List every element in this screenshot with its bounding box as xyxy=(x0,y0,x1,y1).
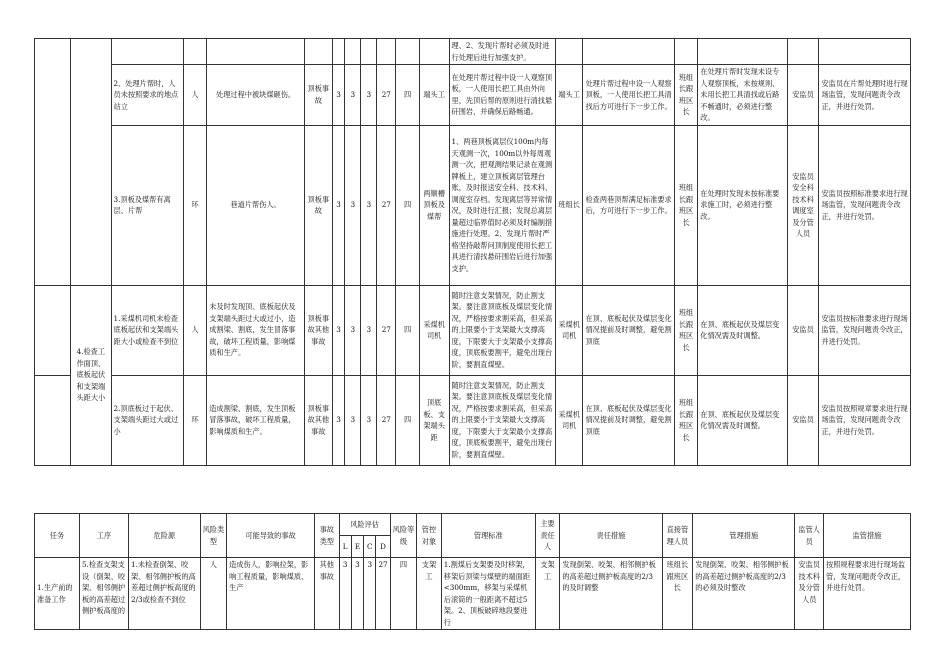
header-risk-eval: 风险评估 xyxy=(339,514,390,536)
header-risk-type: 风险类型 xyxy=(200,514,227,558)
d-value: 27 xyxy=(376,558,390,630)
manager-cell: 班组长跟班区长 xyxy=(674,65,697,126)
header-c: C xyxy=(364,536,376,558)
c-value: 3 xyxy=(361,285,377,375)
header-d: D xyxy=(376,536,390,558)
process-cell: 5.检查支架支设（倒架、咬架、相邻侧护板的高差超过侧护板高度的 xyxy=(79,558,128,630)
header-risk-level: 风险等级 xyxy=(390,514,417,558)
header-control-object: 管控对象 xyxy=(417,514,442,558)
management-cell: 在顶、底板起伏及煤层变化情况需及时调整。 xyxy=(698,375,787,465)
table-row xyxy=(35,125,911,285)
risk-level-cell: 四 xyxy=(390,558,417,630)
supervision-cell: 安监员按照规章要求进行现场监管，发现问题责令改正，并进行处罚。 xyxy=(819,375,911,465)
management-cell: 在顶、底板起伏及煤层变化情况需及时调整。 xyxy=(698,285,787,375)
risk-type-cell: 人 xyxy=(183,65,206,126)
e-value: 3 xyxy=(351,558,363,630)
danger-cell: 2、处理片帮时，人员未按照要求的地点站立 xyxy=(111,65,183,126)
process-cell: 4.检查工作面顶、底板起伏和支架端头距大小 xyxy=(71,285,111,465)
accident-type-cell: 顶板事故 xyxy=(304,125,332,285)
task-cell-continued xyxy=(35,375,71,465)
management-cell: 发现倒架、咬架、相邻侧护板的高差超过侧护板高度的2/3的必须及时整改 xyxy=(693,558,795,630)
header-supervisor: 监管人员 xyxy=(795,514,824,558)
responsible-person-cell: 采煤机司机 xyxy=(555,375,583,465)
standard-cell: 在处理片帮过程中设一人观察顶板，一人使用长把工具由外向里，先顶后帮的原则进行清找悬矸围岩，并确保后路畅通。 xyxy=(449,65,555,126)
task-cell-continued xyxy=(35,285,71,375)
header-danger: 危险源 xyxy=(129,514,201,558)
header-process: 工序 xyxy=(79,514,128,558)
danger-cell: 2.顶底板过于起伏、支架端头距过大或过小 xyxy=(111,375,183,465)
risk-level-cell: 四 xyxy=(396,285,419,375)
manager-cell: 班组长跟班区长 xyxy=(662,558,693,630)
manager-cell: 班组长跟班区长 xyxy=(674,125,697,285)
header-accident: 可能导致的事故 xyxy=(227,514,315,558)
responsibility-cell: 处理片帮过程中设一人观察顶板，一人使用长把工具清找后方可进行下一步工作。 xyxy=(583,65,674,126)
supervision-cell: 安监员按照标准要求进行现场监管，发现问题责令改正，并进行处罚。 xyxy=(819,125,911,285)
control-object-cell: 顶底板、支架端头距 xyxy=(419,375,449,465)
supervision-cell: 按照规程要求进行现场监管，发现问题责令改正，并进行处罚。 xyxy=(824,558,911,630)
supervisor-cell: 安监员 xyxy=(787,375,819,465)
risk-type-cell: 人 xyxy=(200,558,227,630)
l-value: 3 xyxy=(332,125,345,285)
responsibility-cell: 发现倒架、咬架、相邻侧护板的高差超过侧护板高度的2/3的及时调整 xyxy=(560,558,662,630)
e-value: 3 xyxy=(345,125,361,285)
risk-type-cell: 环 xyxy=(183,125,206,285)
supervisor-cell: 安监员安全科技术科调度室及分管人员 xyxy=(787,125,819,285)
supervisor-cell: 安监员技术科及分管人员 xyxy=(795,558,824,630)
accident-type-cell: 顶板事故其他事故 xyxy=(304,285,332,375)
responsible-person-cell: 采煤机司机 xyxy=(555,285,583,375)
control-object-cell: 采煤机司机 xyxy=(419,285,449,375)
c-value: 3 xyxy=(364,558,376,630)
risk-type-cell: 人 xyxy=(183,285,206,375)
d-value: 27 xyxy=(377,65,396,126)
table-row xyxy=(35,375,911,465)
e-value: 3 xyxy=(345,375,361,465)
header-manager: 直接管理人员 xyxy=(662,514,693,558)
manager-cell: 班组长跟班区长 xyxy=(674,375,697,465)
responsibility-cell: 在顶、底板起伏及煤层变化情况提前及时调整，避免割顶底 xyxy=(583,285,674,375)
risk-table-lower xyxy=(34,513,911,630)
task-cell-continued xyxy=(35,39,71,286)
d-value: 27 xyxy=(377,375,396,465)
accident-type-cell: 顶板事故其他事故 xyxy=(304,375,332,465)
table-row xyxy=(35,285,911,375)
risk-table-upper xyxy=(34,38,911,466)
supervision-cell: 安监员在片帮处理时进行现场监管，发现问题责令改正，并进行处罚。 xyxy=(819,65,911,126)
manager-cell: 班组长跟班区长 xyxy=(674,285,697,375)
accident-desc-cell: 造成割梁、割底，发生顶板冒落事故，破坏工程质量，影响煤质和生产。 xyxy=(207,375,305,465)
accident-type-cell: 其他事故 xyxy=(315,558,340,630)
accident-desc-cell: 未及时发现顶、底板起伏及支架端头距过大或过小，造成割梁、割底，发生冒落事故，破坏工程质量，影响煤质和生产。 xyxy=(207,285,305,375)
e-value: 3 xyxy=(345,285,361,375)
risk-level-cell: 四 xyxy=(396,375,419,465)
standard-cell: 1.割煤后支架要及时移架，移架后顶梁与煤壁的端面距<300mm，移架与采煤机后滚筒的一般距离不超过5架。2、顶板破碎地段要进行 xyxy=(441,558,535,630)
header-accident-type: 事故类型 xyxy=(315,514,340,558)
accident-desc-cell: 造成伤人，影响拉架，影响工程质量，影响煤质、生产 xyxy=(227,558,315,630)
responsible-person-cell: 端头工 xyxy=(555,65,583,126)
e-value: 3 xyxy=(345,65,361,126)
c-value: 3 xyxy=(361,125,377,285)
risk-level-cell: 四 xyxy=(396,125,419,285)
accident-desc-cell: 巷道片帮伤人。 xyxy=(207,125,305,285)
accident-desc-cell: 处理过程中被块煤砸伤。 xyxy=(207,65,305,126)
c-value: 3 xyxy=(361,65,377,126)
accident-type-cell: 顶板事故 xyxy=(304,65,332,126)
supervision-cell: 安监员按标准要求进行现场监管，发现问题责令改正，并进行处罚。 xyxy=(819,285,911,375)
header-responsible-person: 主要责任人 xyxy=(535,514,560,558)
responsibility-cell: 在顶、底板起伏及煤层变化情况提前及时调整，避免割顶底 xyxy=(583,375,674,465)
table-row xyxy=(35,65,911,126)
responsible-person-cell: 支架工 xyxy=(535,558,560,630)
d-value: 27 xyxy=(377,125,396,285)
l-value: 3 xyxy=(332,65,345,126)
risk-level-cell: 四 xyxy=(396,65,419,126)
responsibility-cell: 检查两巷顶帮满足标准要求后，方可进行下一步工作。 xyxy=(583,125,674,285)
control-object-cell: 两顺槽顶板及煤帮 xyxy=(419,125,449,285)
header-management: 管理措施 xyxy=(693,514,795,558)
table-row xyxy=(35,558,911,630)
supervisor-cell: 安监员 xyxy=(787,285,819,375)
standard-fragment: 理、2、发现片帮时必须及时进行处理后进行加强支护。 xyxy=(449,39,555,65)
l-value: 3 xyxy=(339,558,351,630)
header-responsibility: 责任措施 xyxy=(560,514,662,558)
danger-cell: 3.顶板及煤帮有离层、片帮 xyxy=(111,125,183,285)
header-e: E xyxy=(351,536,363,558)
d-value: 27 xyxy=(377,285,396,375)
process-cell-continued xyxy=(71,39,111,286)
standard-cell: 随时注意支架情况，防止割支架。要注意顶底板及煤层变化情况，严格按要求割采高，但采高的上限要小于支架最大支撑高度，下限要大于支架最小支撑高度，顶底板要割平，避免出现台阶，要割直煤壁。 xyxy=(449,375,555,465)
l-value: 3 xyxy=(332,285,345,375)
management-cell: 在处理时发现未按标准要求施工时，必须进行整改。 xyxy=(698,125,787,285)
responsible-person-cell: 班组长 xyxy=(555,125,583,285)
control-object-cell: 端头工 xyxy=(419,65,449,126)
standard-cell: 随时注意支架情况，防止割支架。要注意顶底板及煤层变化情况，严格按要求割采高，但采高的上限要小于支架最大支撑高度，下限要大于支架最小支撑高度，顶底板要割平，避免出现台阶，要割直煤壁。 xyxy=(449,285,555,375)
l-value: 3 xyxy=(332,375,345,465)
header-supervision: 监管措施 xyxy=(824,514,911,558)
header-standard: 管理标准 xyxy=(441,514,535,558)
control-object-cell: 支架工 xyxy=(417,558,442,630)
header-l: L xyxy=(339,536,351,558)
danger-cell: 1.未检查倒架、咬架、相邻侧护板的高差超过侧护板高度的2/3或检查不到位 xyxy=(129,558,201,630)
task-cell: 1.生产前的准备工作 xyxy=(35,558,80,630)
c-value: 3 xyxy=(361,375,377,465)
supervisor-cell: 安监员 xyxy=(787,65,819,126)
risk-type-cell: 环 xyxy=(183,375,206,465)
header-task: 任务 xyxy=(35,514,80,558)
standard-cell: 1、两巷顶板离层仪100m内每天观测一次，100m以外每周观测一次，把观测结果记录在观测牌板上，建立顶板离层管理台账，及时报送安全科、技术科、调度室存档。发现离层等异常情况，及时进行汇报；发现总离层量超过临界值时必须及时编制措施进行处理。2、发现片帮时严格坚持敲帮问顶制度使用长把工具进行清找悬矸围岩后进行加强支护。 xyxy=(449,125,555,285)
danger-cell: 1.采煤机司机未检查底板起伏和支架端头距大小或检查不到位 xyxy=(111,285,183,375)
management-cell: 在处理片帮时发现未设专人观察顶板，未按规则、未用长把工具清找或后路不畅通时，必须进行整改。 xyxy=(698,65,787,126)
